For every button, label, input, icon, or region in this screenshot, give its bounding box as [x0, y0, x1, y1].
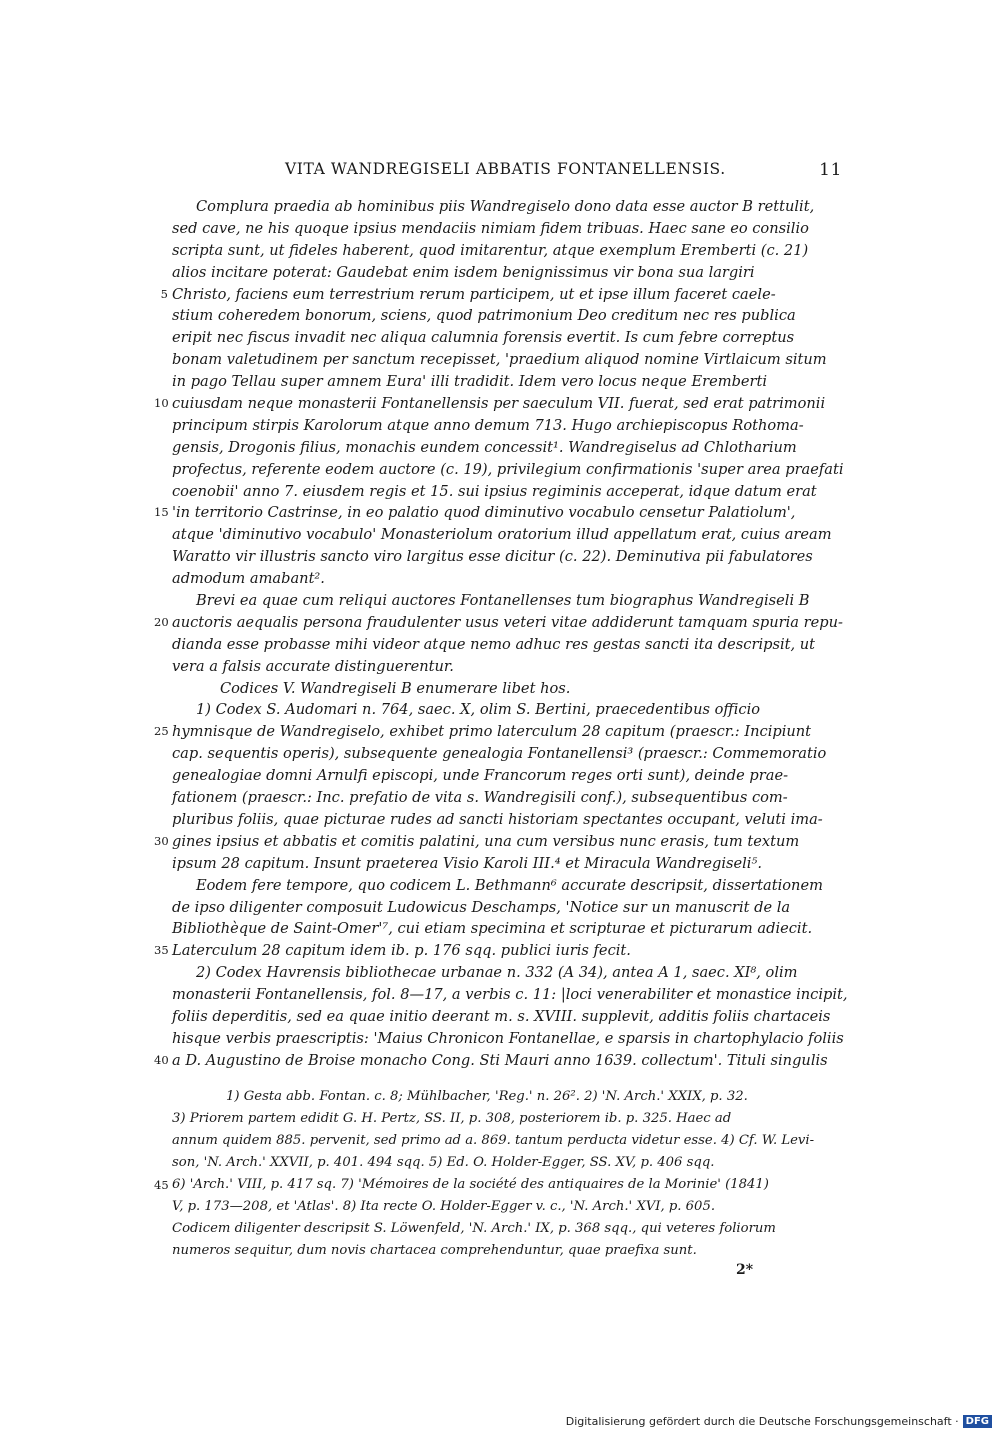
line-text: de ipso diligenter composuit Ludowicus Deschamps, 'Notice sur un manuscrit de la: [172, 898, 791, 916]
line-text: cap. sequentis operis), subsequente genealogia Fontanellensi³ (praescr.: Commemoratio: [172, 745, 827, 763]
text-line: [154, 1050, 842, 1072]
text-line: [172, 634, 842, 656]
footnote-line: [172, 1130, 842, 1152]
footnote-line: [172, 1152, 842, 1174]
line-number: 35: [154, 943, 169, 958]
line-text: foliis deperditis, sed ea quae initio deerant m. s. XVIII. supplevit, additis foliis chartaceis: [172, 1007, 831, 1025]
line-text: eripit nec fiscus invadit nec aliqua calumnia forensis evertit. Is cum febre correptus: [172, 329, 795, 347]
text-line: [172, 327, 842, 349]
line-text: monasterii Fontanellensis, fol. 8—17, a verbis c. 11: |loci venerabiliter et monastice incipit,: [172, 986, 848, 1004]
footnote-text: Codicem diligenter descripsit S. Löwenfeld, 'N. Arch.' IX, p. 368 sqq., qui veteres foliorum: [172, 1221, 776, 1236]
line-text: a D. Augustino de Broise monacho Cong. Sti Mauri anno 1639. collectum'. Tituli singulis: [172, 1051, 828, 1069]
text-line: [172, 875, 842, 897]
line-number: 40: [154, 1052, 169, 1067]
text-line: [172, 568, 842, 590]
text-line: [172, 196, 842, 218]
footnote-line: [154, 1174, 842, 1196]
footnotes: [154, 1086, 842, 1262]
text-line: [172, 349, 842, 371]
text-line: [172, 984, 848, 1006]
line-text: sed cave, ne his quoque ipsius mendaciis nimiam fidem tribuas. Haec sane eo consilio: [172, 219, 809, 237]
text-line: [172, 1006, 842, 1028]
text-line: [154, 721, 842, 743]
text-line: [154, 831, 842, 853]
line-text: Brevi ea quae cum reliqui auctores Fontanellenses tum biographus Wandregiseli B: [196, 592, 810, 610]
line-text: bonam valetudinem per sanctum recepisset, 'praedium aliquod nomine Virtlaicum situm: [172, 351, 827, 369]
running-title: VITA WANDREGISELI ABBATIS FONTANELLENSIS.: [285, 160, 726, 178]
footnote-line: [172, 1218, 842, 1240]
line-text: dianda esse probasse mihi videor atque nemo adhuc res gestas sancti ita descripsit, ut: [172, 635, 816, 653]
text-line: [172, 809, 842, 831]
text-line: [172, 415, 842, 437]
line-number: 10: [154, 396, 169, 411]
footnote-text: V, p. 173—208, et 'Atlas'. 8) Ita recte O. Holder-Egger v. c., 'N. Arch.' XVI, p. 605.: [172, 1199, 716, 1214]
text-line: [172, 656, 842, 678]
text-line: [172, 481, 842, 503]
line-text: Laterculum 28 capitum idem ib. p. 176 sqq. publici iuris fecit.: [172, 942, 631, 960]
line-text: Complura praedia ab hominibus piis Wandregiselo dono data esse auctor B rettulit,: [196, 198, 815, 215]
line-text: Christo, faciens eum terrestrium rerum participem, ut et ipse illum faceret caele-: [172, 285, 776, 303]
text-line: [172, 678, 842, 700]
text-line: [172, 546, 842, 568]
line-text: coenobii' anno 7. eiusdem regis et 15. sui ipsius regiminis acceperat, idque datum erat: [172, 482, 817, 500]
line-number: 25: [154, 724, 169, 739]
page-number: 11: [819, 160, 842, 180]
text-line: [172, 437, 842, 459]
footnote-line: [172, 1240, 842, 1262]
line-text: stium coheredem bonorum, sciens, quod patrimonium Deo creditum nec res publica: [172, 307, 796, 325]
footnote-text: annum quidem 885. pervenit, sed primo ad a. 869. tantum perducta videtur esse. 4) Cf. W. Levi-: [172, 1133, 815, 1148]
line-text: genealogiae domni Arnulfi episcopi, unde Francorum reges orti sunt), deinde prae-: [172, 767, 789, 785]
text-line: [172, 240, 842, 262]
text-line: [154, 393, 842, 415]
text-line: [172, 218, 842, 240]
line-text: gensis, Drogonis filius, monachis eundem concessit¹. Wandregiselus ad Chlotharium: [172, 438, 797, 456]
text-line: [172, 897, 842, 919]
line-text: cuiusdam neque monasterii Fontanellensis per saeculum VII. fuerat, sed erat patrimonii: [172, 395, 826, 413]
line-text: fationem (praescr.: Inc. prefatio de vita s. Wandregisili conf.), subsequentibus com-: [172, 789, 788, 807]
line-text: in pago Tellau super amnem Eura' illi tradidit. Idem vero locus neque Eremberti: [172, 373, 768, 391]
line-text: pluribus foliis, quae picturae rudes ad sancti historiam spectantes occupant, veluti ima-: [172, 810, 823, 828]
footnote-text: son, 'N. Arch.' XXVII, p. 401. 494 sqq. 5) Ed. O. Holder-Egger, SS. XV, p. 406 sqq.: [172, 1155, 715, 1170]
text-line: [172, 1028, 842, 1050]
line-number: 5: [160, 286, 168, 301]
footnote-line: [172, 1086, 842, 1108]
text-line: [172, 699, 842, 721]
text-line: [154, 612, 843, 634]
line-text: admodum amabant².: [172, 570, 325, 588]
line-text: vera a falsis accurate distinguerentur.: [172, 657, 454, 675]
text-line: [172, 743, 842, 765]
line-text: profectus, referente eodem auctore (c. 19), privilegium confirmationis 'super area praefati: [172, 460, 844, 478]
line-number: 20: [154, 614, 169, 629]
line-text: ipsum 28 capitum. Insunt praeterea Visio Karoli III.⁴ et Miracula Wandregiseli⁵.: [172, 854, 762, 872]
text-line: [172, 590, 842, 612]
line-number: 15: [154, 505, 169, 520]
line-text: Waratto vir illustris sancto viro largitus esse dicitur (c. 22). Deminutiva pii fabulatores: [172, 548, 813, 566]
footnote-line: [172, 1108, 842, 1130]
text-line: [154, 940, 842, 962]
footnote-text: 1) Gesta abb. Fontan. c. 8; Mühlbacher, 'Reg.' n. 26². 2) 'N. Arch.' XXIX, p. 32.: [226, 1089, 748, 1104]
text-line: [172, 765, 842, 787]
text-line: [172, 305, 842, 327]
main-text: [154, 196, 848, 1072]
text-line: [160, 284, 842, 306]
text-line: [172, 459, 842, 481]
text-line: [172, 524, 842, 546]
text-line: [154, 502, 842, 524]
line-text: 1) Codex S. Audomari n. 764, saec. X, olim S. Bertini, praecedentibus officio: [196, 701, 761, 719]
line-text: 2) Codex Havrensis bibliothecae urbanae n. 332 (A 34), antea A 1, saec. XI⁸, olim: [196, 964, 798, 982]
footnote-text: 3) Priorem partem edidit G. H. Pertz, SS. II, p. 308, posteriorem ib. p. 325. Haec ad: [172, 1111, 732, 1126]
line-text: 'in territorio Castrinse, in eo palatio quod diminutivo vocabulo censetur Palatiolum',: [172, 504, 796, 522]
text-line: [172, 262, 842, 284]
text-line: [172, 962, 842, 984]
funding-text: Digitalisierung gefördert durch die Deutsche Forschungsgemeinschaft ·: [565, 1415, 959, 1428]
signature-mark: 2*: [736, 1262, 754, 1278]
line-number: 30: [154, 833, 169, 848]
text-line: [172, 371, 842, 393]
line-text: scripta sunt, ut fideles haberent, quod imitarentur, atque exemplum Eremberti (c. 21): [172, 241, 809, 259]
text-line: [172, 853, 842, 875]
text-line: [172, 918, 842, 940]
line-text: Codices V. Wandregiseli B enumerare libet hos.: [220, 679, 571, 697]
line-text: principum stirpis Karolorum atque anno demum 713. Hugo archiepiscopus Rothoma-: [172, 416, 804, 434]
funding-footer: [566, 1415, 992, 1428]
line-number: 45: [154, 1178, 169, 1192]
line-text: gines ipsius et abbatis et comitis palatini, una cum versibus nunc erasis, tum textum: [172, 832, 800, 850]
line-text: auctoris aequalis persona fraudulenter usus veteri vitae addiderunt tamquam spuria repu-: [172, 613, 843, 631]
footnote-text: numeros sequitur, dum novis chartacea comprehenduntur, quae praefixa sunt.: [172, 1243, 697, 1258]
footnote-line: [172, 1196, 842, 1218]
line-text: hymnisque de Wandregiselo, exhibet primo laterculum 28 capitum (praescr.: Incipiunt: [172, 723, 812, 741]
line-text: Bibliothèque de Saint-Omer'⁷, cui etiam specimina et scripturae et picturarum adiecit.: [172, 920, 813, 938]
footnote-text: 6) 'Arch.' VIII, p. 417 sq. 7) 'Mémoires de la société des antiquaires de la Morinie' (1841): [172, 1177, 769, 1192]
text-line: [172, 787, 842, 809]
dfg-logo: DFG: [963, 1415, 992, 1428]
line-text: alios incitare poterat: Gaudebat enim isdem benignissimus vir bona sua largiri: [172, 263, 755, 281]
line-text: atque 'diminutivo vocabulo' Monasteriolum oratorium illud appellatum erat, cuius aream: [172, 526, 832, 544]
line-text: Eodem fere tempore, quo codicem L. Bethmann⁶ accurate descripsit, dissertationem: [196, 876, 823, 894]
line-text: hisque verbis praescriptis: 'Maius Chronicon Fontanellae, e sparsis in chartophylacio foliis: [172, 1029, 844, 1047]
